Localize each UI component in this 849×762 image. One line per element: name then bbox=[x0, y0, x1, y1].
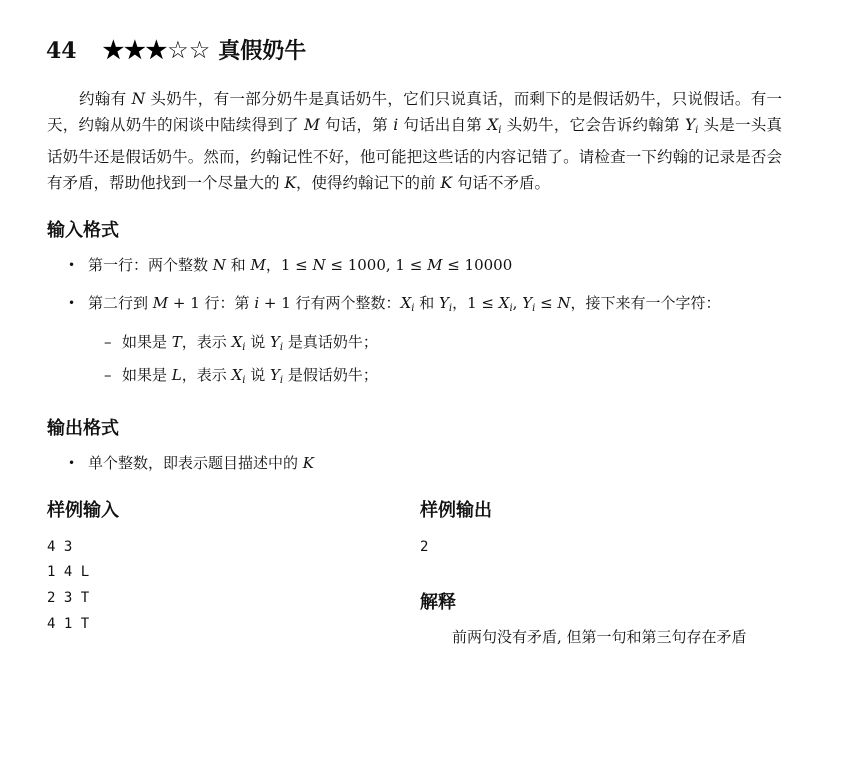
dash-icon: – bbox=[104, 333, 112, 351]
sample-input-line: 1 4 L bbox=[47, 564, 90, 580]
bullet-icon: • bbox=[68, 456, 76, 470]
sample-input-line: 4 3 bbox=[47, 539, 73, 555]
sample-input-line: 2 3 T bbox=[47, 590, 90, 606]
empty-star-icon: ☆☆ bbox=[167, 36, 211, 64]
explanation-heading: 解释 bbox=[420, 592, 456, 613]
output-format-heading: 输出格式 bbox=[47, 418, 119, 439]
problem-name: 真假奶牛 bbox=[218, 38, 307, 64]
dash-icon: – bbox=[104, 366, 112, 384]
sample-output-line: 2 bbox=[420, 539, 429, 555]
input-case-false: – 如果是 L，表示 $X_i$ 说 $Y_i$ 是假话奶牛； bbox=[104, 364, 378, 392]
input-case-true: – 如果是 T，表示 $X_i$ 说 $Y_i$ 是真话奶牛； bbox=[104, 331, 378, 359]
input-format-heading: 输入格式 bbox=[47, 220, 119, 241]
output-line1: • 单个整数，即表示题目描述中的 K bbox=[68, 454, 314, 472]
problem-title bbox=[46, 34, 306, 65]
sample-input-line: 4 1 T bbox=[47, 616, 90, 632]
bullet-icon: • bbox=[68, 258, 76, 272]
difficulty-stars bbox=[103, 35, 211, 64]
filled-star-icon: ★★★ bbox=[102, 35, 168, 64]
sample-input-heading: 样例输入 bbox=[47, 500, 119, 521]
problem-number: 44 bbox=[46, 38, 77, 64]
bullet-icon: • bbox=[68, 296, 76, 310]
sample-output-heading: 样例输出 bbox=[420, 500, 492, 521]
problem-description: 约翰有 N 头奶牛，有一部分奶牛是真话奶牛，它们只说真话，而剩下的是假话奶牛，只说假话。有一天，约翰从奶牛的闲谈中陆续得到了 M 句话，第 i 句话出自第 $X_i$ 头奶牛，它会告诉约翰第 $Y_i$ 头是一头真话奶牛还是假话奶牛。然而，约翰记性不好，他可能把这些话的内容记错了。请检查一下约翰的记录是否会有矛盾，帮助他找到一个尽量大的 K，使得约翰记下的前 K 句话不矛盾。 bbox=[47, 90, 783, 192]
input-line2: • 第二行到 M + 1 行：第 i + 1 行有两个整数：$X_i$ 和 $Y_i$，$1 \le X_i$, $Y_i \le N$，接下来有一个字符： bbox=[68, 292, 721, 320]
input-line1: • 第一行：两个整数 N 和 M，1 ≤ N ≤ 1000, 1 ≤ M ≤ 10000 bbox=[68, 256, 513, 274]
explanation-text: 前两句没有矛盾, 但第一句和第三句存在矛盾 bbox=[452, 628, 747, 646]
